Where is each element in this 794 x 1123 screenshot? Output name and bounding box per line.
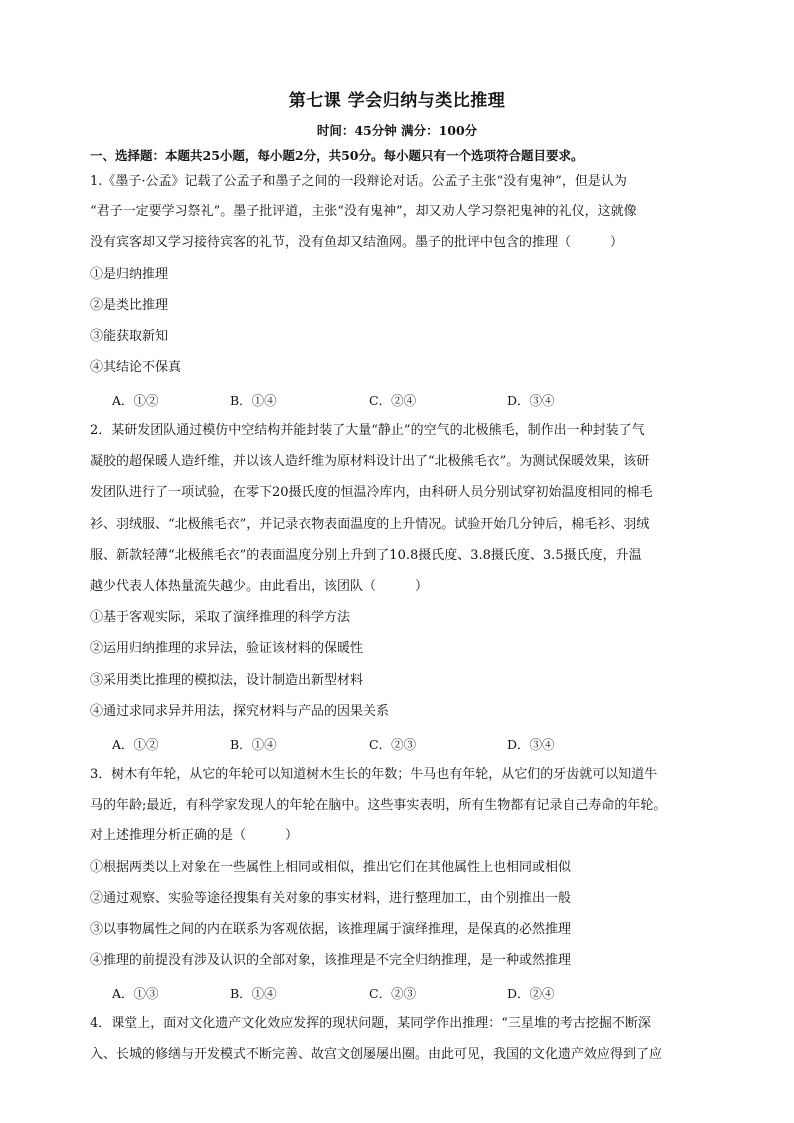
q4-stem-line: 4．课堂上，面对文化遗产文化效应发挥的现状问题，某同学作出推理：“三星堆的考古挖掘不断深 [90, 1016, 651, 1031]
q1-stem-line: 没有宾客却又学习接待宾客的礼节，没有鱼却又结渔网。墨子的批评中包含的推理（ ） [90, 235, 624, 250]
q3-stem-line: 对上述推理分析正确的是（ ） [90, 828, 299, 843]
q2-stem-line: 服、新款轻薄“北极熊毛衣”的表面温度分别上升到了10.8摄氏度、3.8摄氏度、3.5摄氏度，升温 [90, 548, 642, 563]
q1-item: ④其结论不保真 [90, 360, 182, 375]
q2-option-c: C．②③ [369, 737, 417, 752]
q2-option-d: D．③④ [507, 737, 555, 752]
q2-stem-line: 凝胶的超保暖人造纤维，并以该人造纤维为原材料设计出了“北极熊毛衣”。为测试保暖效果，该研 [90, 454, 650, 469]
q3-option-d: D．②④ [507, 986, 555, 1001]
q2-item: ④通过求同求异并用法，探究材料与产品的因果关系 [90, 704, 390, 719]
exam-time-score: 时间：45分钟 满分：100分 [316, 123, 478, 138]
q1-item: ①是归纳推理 [90, 267, 169, 282]
q3-item: ②通过观察、实验等途径搜集有关对象的事实材料，进行整理加工，由个别推出一般 [90, 891, 572, 906]
q2-stem-line: 衫、羽绒服、“北极熊毛衣”，并记录衣物表面温度的上升情况。试验开始几分钟后，棉毛衫、羽绒 [90, 517, 650, 532]
q2-stem-line: 发团队进行了一项试验，在零下20摄氏度的恒温冷库内，由科研人员分别试穿初始温度相同的棉毛 [90, 485, 653, 500]
q2-item: ①基于客观实际，采取了演绎推理的科学方法 [90, 610, 351, 625]
q3-item: ①根据两类以上对象在一些属性上相同或相似，推出它们在其他属性上也相同或相似 [90, 860, 572, 875]
q3-stem-line: 马的年龄;最近，有科学家发现人的年轮在脑中。这些事实表明，所有生物都有记录自己寿命的年轮。 [90, 798, 667, 813]
q3-option-c: C．②③ [369, 986, 417, 1001]
q3-option-b: B．①④ [230, 986, 277, 1001]
q2-stem-line: 2．某研发团队通过模仿中空结构并能封装了大量“静止”的空气的北极熊毛，制作出一种封装了气 [90, 423, 645, 438]
q1-stem-line: “君子一定要学习祭礼”。墨子批评道，主张“没有鬼神”，却又劝人学习祭祀鬼神的礼仪，这就像 [90, 204, 637, 219]
q1-option-d: D．③④ [507, 393, 555, 408]
q3-option-a: A．①③ [112, 986, 159, 1001]
section-heading: 一、选择题：本题共25小题，每小题2分，共50分。每小题只有一个选项符合题目要求。 [90, 148, 584, 163]
q2-item: ②运用归纳推理的求异法，验证该材料的保暖性 [90, 641, 364, 656]
q2-stem-line: 越少代表人体热量流失越少。由此看出，该团队（ ） [90, 579, 429, 594]
q2-item: ③采用类比推理的模拟法，设计制造出新型材料 [90, 673, 364, 688]
q2-option-b: B．①④ [230, 737, 277, 752]
q3-stem-line: 3．树木有年轮，从它的年轮可以知道树木生长的年数；牛马也有年轮，从它们的牙齿就可以知道牛 [90, 767, 658, 782]
q1-item: ②是类比推理 [90, 298, 169, 313]
q1-option-a: A．①② [112, 393, 159, 408]
q1-stem-line: 1.《墨子·公孟》记载了公孟子和墨子之间的一段辩论对话。公孟子主张“没有鬼神”，但是认为 [90, 174, 627, 189]
q1-item: ③能获取新知 [90, 329, 169, 344]
q1-option-b: B．①④ [230, 393, 277, 408]
q3-item: ③以事物属性之间的内在联系为客观依据，该推理属于演绎推理，是保真的必然推理 [90, 922, 572, 937]
q4-stem-line: 入、长城的修缮与开发模式不断完善、故宫文创屡屡出圈。由此可见，我国的文化遗产效应得到了应 [90, 1047, 663, 1062]
q2-option-a: A．①② [112, 737, 159, 752]
q3-item: ④推理的前提没有涉及认识的全部对象，该推理是不完全归纳推理，是一种或然推理 [90, 953, 572, 968]
q1-option-c: C．②④ [369, 393, 417, 408]
page-title: 第七课 学会归纳与类比推理 [288, 91, 506, 111]
